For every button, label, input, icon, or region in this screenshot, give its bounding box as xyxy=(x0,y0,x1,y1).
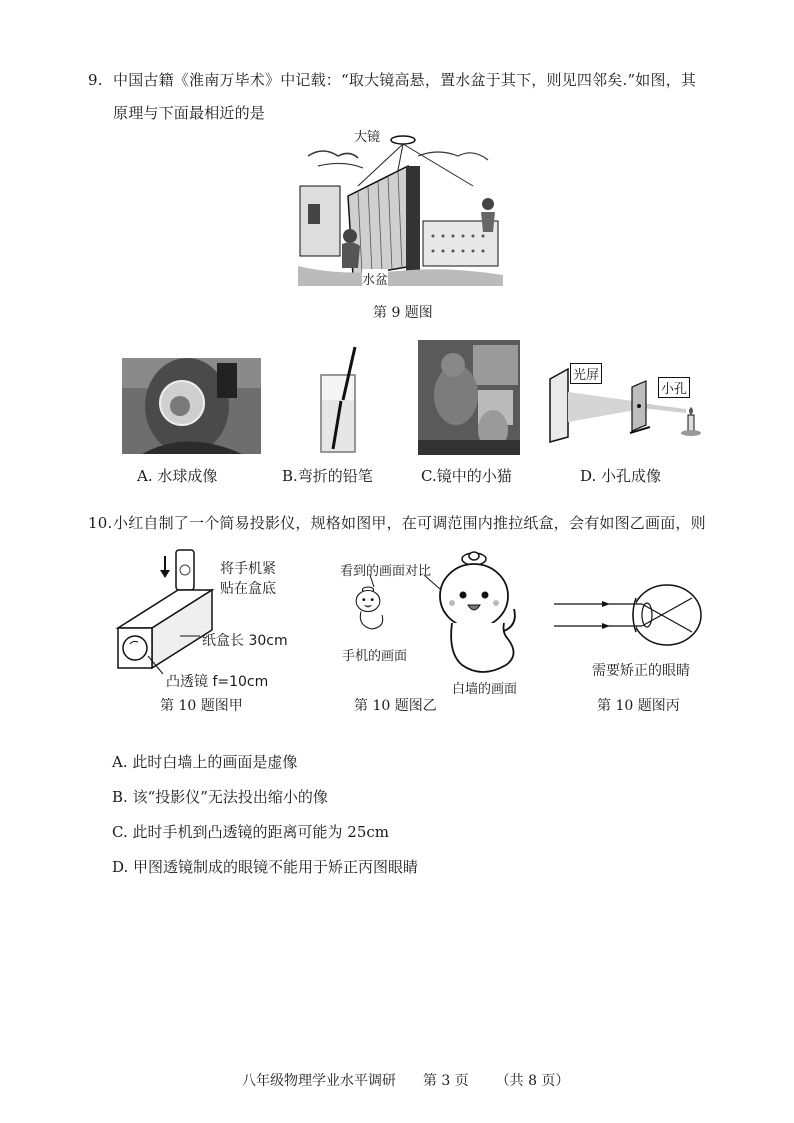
q10-figure-a xyxy=(108,548,318,690)
q10-option-a xyxy=(112,751,297,772)
q9-option-c-image xyxy=(418,340,520,455)
footer-title: 八年级物理学业水平调研 xyxy=(242,1073,396,1089)
q10-option-c-text: 此时手机到凸透镜的距离可能为 25cm xyxy=(132,823,389,841)
q10-figure-c-caption: 第 10 题图丙 xyxy=(597,698,680,714)
q10-a-phone-label2: 贴在盒底 xyxy=(220,581,276,597)
q10-a-phone-label1: 将手机紧 xyxy=(220,561,276,577)
q10-figure-b-caption: 第 10 题图乙 xyxy=(354,698,437,714)
q10-option-d-key: D. xyxy=(112,858,129,876)
q9-option-b-image xyxy=(311,345,371,454)
footer xyxy=(242,1070,569,1090)
q9-figure-drawing xyxy=(298,126,503,286)
q10-option-b-key: B. xyxy=(112,788,128,806)
q9-option-d xyxy=(580,465,661,486)
q10-c-eye-label: 需要矫正的眼睛 xyxy=(592,663,690,679)
q10-option-a-key: A. xyxy=(112,753,128,771)
q10-a-box-label: 纸盒长 30cm xyxy=(202,633,288,649)
q10-option-a-text: 此时白墙上的画面是虚像 xyxy=(132,753,298,771)
q10-stem-line1: 小红自制了一个简易投影仪，规格如图甲，在可调范围内推拉纸盒，会有如图乙画面，则 xyxy=(113,514,706,532)
q9-option-d-image xyxy=(546,357,716,444)
footer-total: （共 8 页） xyxy=(495,1073,570,1089)
footer-page: 第 3 页 xyxy=(422,1073,469,1089)
q9-figure-caption: 第 9 题图 xyxy=(373,305,433,321)
q9-number: 9. xyxy=(88,71,103,89)
q9-option-d-key: D. xyxy=(580,467,597,485)
q9-option-c-text: 镜中的小猫 xyxy=(436,467,512,485)
q9-option-a-text: 水球成像 xyxy=(157,467,218,485)
q10-option-d-text: 甲图透镜制成的眼镜不能用于矫正丙图眼睛 xyxy=(133,858,419,876)
q9-option-c xyxy=(421,465,512,486)
q9-stem-line2: 原理与下面最相近的是 xyxy=(113,104,266,122)
q9-option-b-key: B. xyxy=(282,467,298,485)
q10-figure-b xyxy=(336,545,536,695)
q9-option-a-key: A. xyxy=(137,467,153,485)
q9-option-b xyxy=(282,465,373,486)
q9-basin-label: 水盆 xyxy=(362,269,388,286)
q10-option-d xyxy=(112,856,418,877)
q10-a-lens-label: 凸透镜 f=10cm xyxy=(166,674,269,690)
q9-option-b-text: 弯折的铅笔 xyxy=(297,467,373,485)
q9-option-d-hole-label: 小孔 xyxy=(658,377,690,398)
q9-stem-line1: 中国古籍《淮南万毕术》中记载：“取大镜高悬，置水盆于其下，则见四邻矣.”如图，其 xyxy=(113,71,697,89)
q9-option-a-image xyxy=(122,358,261,454)
q10-figure-c xyxy=(552,582,712,658)
q10-number: 10. xyxy=(88,514,113,532)
q9-option-d-text: 小孔成像 xyxy=(601,467,662,485)
q10-b-wall-label: 白墙的画面 xyxy=(452,682,518,695)
q10-b-compare-label: 看到的画面对比 xyxy=(340,564,432,579)
q10-option-c-key: C. xyxy=(112,823,128,841)
q9-figure xyxy=(298,126,503,286)
q10-b-phone-label: 手机的画面 xyxy=(342,649,408,664)
q10-option-b xyxy=(112,786,328,807)
q9-option-a xyxy=(137,465,217,486)
q10-option-c xyxy=(112,821,389,842)
q10-figure-a-caption: 第 10 题图甲 xyxy=(160,698,243,714)
q10-option-b-text: 该“投影仪”无法投出缩小的像 xyxy=(132,788,328,806)
q9-option-c-key: C. xyxy=(421,467,437,485)
q9-mirror-label: 大镜 xyxy=(354,126,380,145)
q9-option-d-screen-label: 光屏 xyxy=(570,363,602,384)
